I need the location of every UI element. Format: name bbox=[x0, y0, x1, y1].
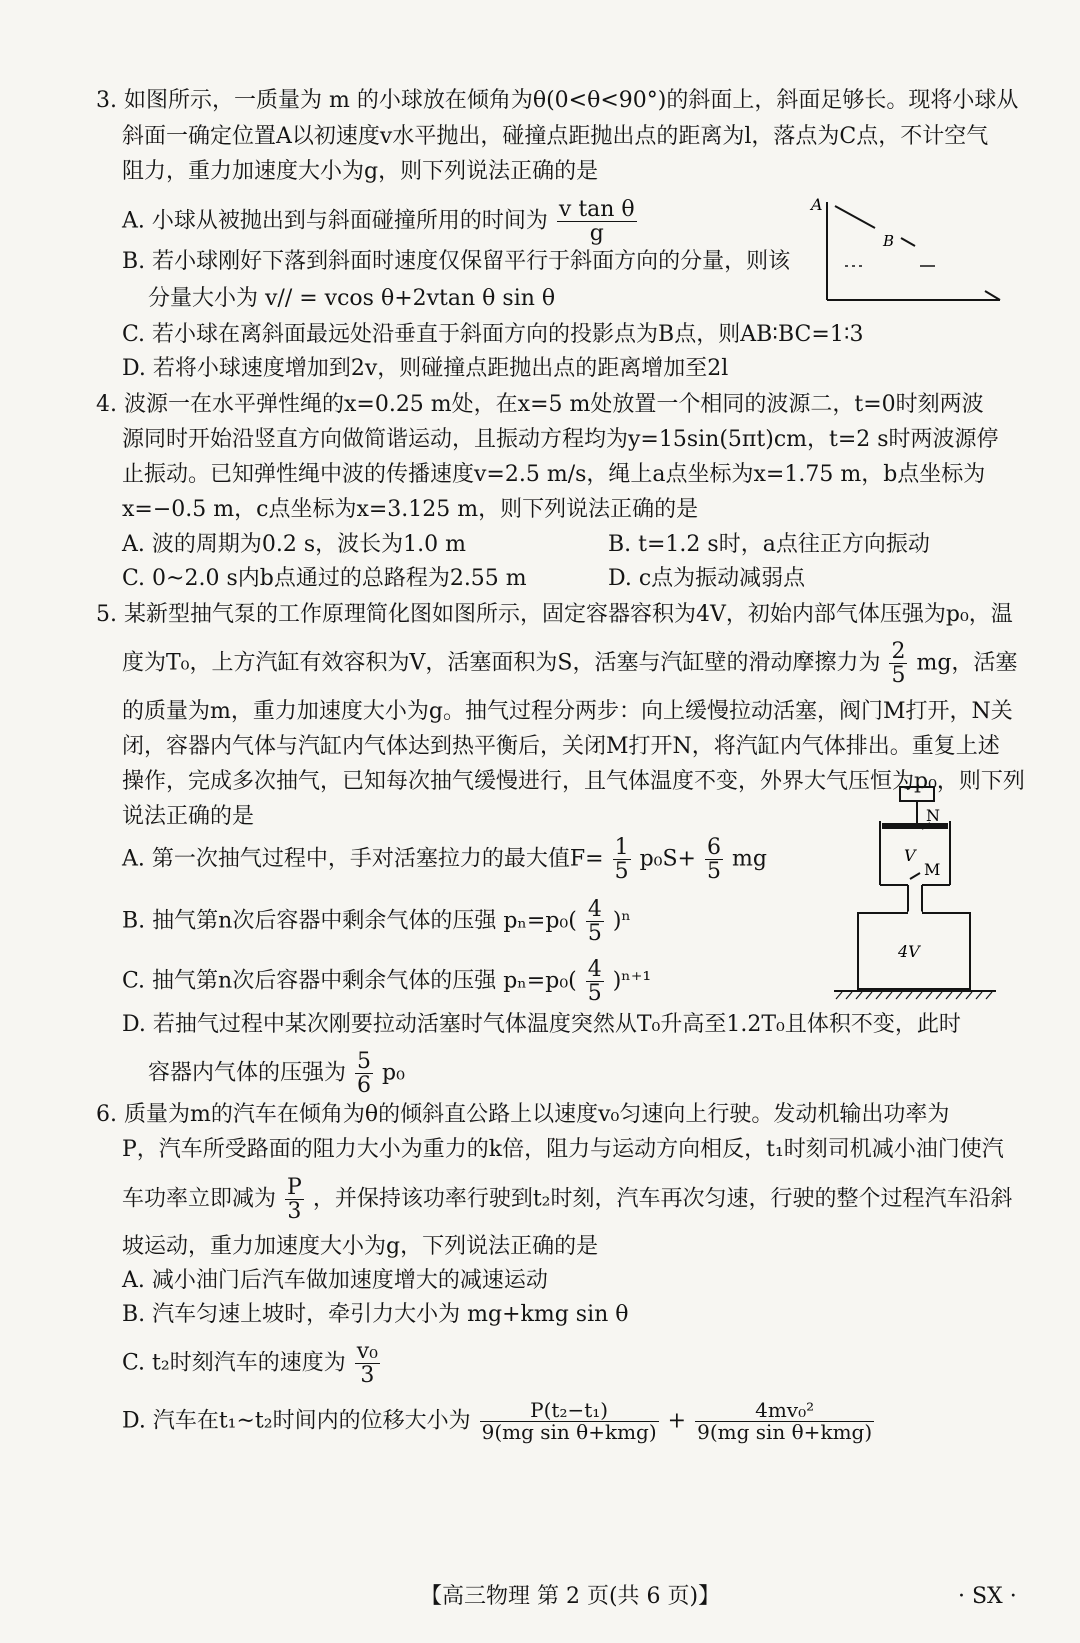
q5-stem-line2 bbox=[122, 640, 1062, 687]
q6-stem-line2: P，汽车所受路面的阻力大小为重力的k倍，阻力与运动方向相反，t₁时刻司机减小油门使汽 bbox=[122, 1137, 1004, 1162]
q6-option-c bbox=[122, 1340, 382, 1387]
fraction-denominator: 5 bbox=[891, 663, 906, 689]
fraction-denominator: 3 bbox=[360, 1363, 375, 1389]
q4-option-a: A. 波的周期为0.2 s，波长为1.0 m bbox=[122, 532, 466, 557]
q5-fig-label-v: V bbox=[904, 846, 916, 865]
q3-option-b-line2: 分量大小为 v// = vcos θ+2vtan θ sin θ bbox=[148, 286, 556, 311]
q5-option-a-end: mg bbox=[732, 846, 767, 872]
q5-stem-line2-b: mg，活塞 bbox=[916, 650, 1018, 676]
q5-option-b-text: B. 抽气第n次后容器中剩余气体的压强 pₙ=p₀( bbox=[122, 908, 577, 934]
q5-option-d-text: 容器内气体的压强为 bbox=[148, 1060, 347, 1086]
q5-fig-label-m: M bbox=[924, 860, 941, 879]
q6-power-fraction bbox=[285, 1176, 304, 1223]
q5-option-c-end: )ⁿ⁺¹ bbox=[612, 968, 652, 994]
q4-stem-line4: x=−0.5 m，c点坐标为x=3.125 m，则下列说法正确的是 bbox=[122, 497, 699, 522]
fraction-numerator: 2 bbox=[891, 639, 906, 664]
fraction bbox=[586, 898, 604, 945]
q5-stem-line1: 5. 某新型抽气泵的工作原理简化图如图所示，固定容器容积为4V，初始内部气体压强为p₀，温 bbox=[96, 602, 1013, 627]
q5-stem-line6: 说法正确的是 bbox=[122, 804, 255, 829]
q5-option-c bbox=[122, 958, 651, 1005]
fraction-denominator: 9(mg sin θ+kmg) bbox=[481, 1420, 657, 1444]
q3-stem-line1: 3. 如图所示，一质量为 m 的小球放在倾角为θ(0<θ<90°)的斜面上，斜面足够长。现将小球从 bbox=[96, 88, 1019, 113]
fraction-denominator: 9(mg sin θ+kmg) bbox=[697, 1420, 873, 1444]
fraction-denominator: 3 bbox=[287, 1199, 302, 1225]
q3-option-b-line1: B. 若小球刚好下落到斜面时速度仅保留平行于斜面方向的分量，则该 bbox=[122, 249, 791, 274]
q4-stem-line3: 止振动。已知弹性绳中波的传播速度v=2.5 m/s，绳上a点坐标为x=1.75 m，b点坐标为 bbox=[122, 462, 986, 487]
q5-fig-label-4v: 4V bbox=[898, 942, 920, 961]
q5-pump-figure bbox=[830, 785, 1000, 1003]
q5-stem-line3: 的质量为m，重力加速度大小为g。抽气过程分两步：向上缓慢拉动活塞，阀门M打开，N关 bbox=[122, 699, 1013, 724]
q5-friction-fraction bbox=[889, 640, 907, 687]
fraction bbox=[586, 958, 604, 1005]
q6-option-a: A. 减小油门后汽车做加速度增大的减速运动 bbox=[122, 1268, 548, 1293]
fraction-denominator: 5 bbox=[587, 921, 602, 947]
q3-option-a-text: A. 小球从被抛出到与斜面碰撞所用的时间为 bbox=[122, 208, 548, 234]
q5-option-a bbox=[122, 836, 767, 883]
fraction-numerator: 4 bbox=[587, 957, 602, 982]
q3-option-c: C. 若小球在离斜面最远处沿垂直于斜面方向的投影点为B点，则AB∶BC=1∶3 bbox=[122, 322, 864, 347]
fraction-numerator: P bbox=[287, 1175, 302, 1200]
q6-option-b: B. 汽车匀速上坡时，牵引力大小为 mg+kmg sin θ bbox=[122, 1302, 629, 1327]
fraction-numerator: 6 bbox=[707, 835, 721, 860]
fraction bbox=[480, 1400, 659, 1443]
q6-option-d bbox=[122, 1400, 876, 1443]
q3-incline-figure bbox=[805, 188, 1015, 308]
q6-stem-line3 bbox=[122, 1176, 1062, 1223]
fraction-denominator: 5 bbox=[614, 859, 629, 885]
fraction-numerator: 4 bbox=[587, 897, 602, 922]
page-footer: 【高三物理 第 2 页(共 6 页)】 bbox=[420, 1584, 721, 1609]
fraction-denominator: g bbox=[589, 221, 604, 247]
q6-stem-line3-a: 车功率立即减为 bbox=[122, 1186, 277, 1212]
fraction-numerator: 1 bbox=[614, 835, 629, 860]
q3-fig-label-b: B bbox=[883, 232, 895, 250]
fraction bbox=[613, 836, 631, 883]
q5-stem-line5: 操作，完成多次抽气，已知每次抽气缓慢进行，且气体温度不变，外界大气压恒为p₀，则下列 bbox=[122, 769, 1025, 794]
q5-fig-label-n: N bbox=[926, 806, 940, 825]
q5-option-b bbox=[122, 898, 631, 945]
q5-option-d-line2 bbox=[148, 1050, 405, 1097]
q4-option-b: B. t=1.2 s时，a点往正方向振动 bbox=[608, 532, 930, 557]
q3-option-d: D. 若将小球速度增加到2v，则碰撞点距抛出点的距离增加至2l bbox=[122, 356, 729, 381]
fraction bbox=[695, 1400, 874, 1443]
q5-option-b-end: )ⁿ bbox=[612, 908, 631, 934]
q4-option-c: C. 0~2.0 s内b点通过的总路程为2.55 m bbox=[122, 566, 527, 591]
q6-stem-line1: 6. 质量为m的汽车在倾角为θ的倾斜直公路上以速度v₀匀速向上行驶。发动机输出功率为 bbox=[96, 1102, 950, 1127]
fraction-numerator: 5 bbox=[357, 1049, 372, 1074]
q6-option-d-plus: + bbox=[667, 1408, 687, 1434]
q3-stem-line3: 阻力，重力加速度大小为g，则下列说法正确的是 bbox=[122, 159, 599, 184]
q3-option-a bbox=[122, 198, 639, 245]
fraction-numerator: P(t₂−t₁) bbox=[480, 1400, 659, 1422]
page-footer-code: · SX · bbox=[958, 1584, 1017, 1609]
fraction bbox=[705, 836, 723, 883]
q5-stem-line4: 闭，容器内气体与汽缸内气体达到热平衡后，关闭M打开N，将汽缸内气体排出。重复上述 bbox=[122, 734, 1000, 759]
fraction-denominator: 6 bbox=[357, 1073, 372, 1099]
q5-option-d-line1: D. 若抽气过程中某次刚要拉动活塞时气体温度突然从T₀升高至1.2T₀且体积不变，此时 bbox=[122, 1012, 961, 1037]
fraction bbox=[355, 1340, 380, 1387]
q5-option-d-end: p₀ bbox=[382, 1060, 405, 1086]
fraction bbox=[355, 1050, 373, 1097]
q5-option-c-text: C. 抽气第n次后容器中剩余气体的压强 pₙ=p₀( bbox=[122, 968, 577, 994]
fraction-denominator: 5 bbox=[707, 859, 721, 885]
q5-option-a-text: A. 第一次抽气过程中，手对活塞拉力的最大值F= bbox=[122, 846, 604, 872]
q4-stem-line2: 源同时开始沿竖直方向做简谐运动，且振动方程均为y=15sin(5πt)cm，t=2 s时两波源停 bbox=[122, 427, 999, 452]
fraction-denominator: 5 bbox=[587, 981, 602, 1007]
q6-option-d-text: D. 汽车在t₁~t₂时间内的位移大小为 bbox=[122, 1408, 471, 1434]
q6-stem-line4: 坡运动，重力加速度大小为g，下列说法正确的是 bbox=[122, 1234, 599, 1259]
q4-stem-line1: 4. 波源一在水平弹性绳的x=0.25 m处，在x=5 m处放置一个相同的波源二，t=0时刻两波 bbox=[96, 392, 984, 417]
fraction-numerator: v tan θ bbox=[558, 197, 635, 222]
fraction-numerator: v₀ bbox=[356, 1339, 378, 1364]
q6-stem-line3-b: ，并保持该功率行驶到t₂时刻，汽车再次匀速，行驶的整个过程汽车沿斜 bbox=[312, 1186, 1013, 1212]
q3-fig-label-a: A bbox=[811, 195, 823, 214]
q4-option-d: D. c点为振动减弱点 bbox=[608, 566, 806, 591]
q5-option-a-mid: p₀S+ bbox=[639, 846, 696, 872]
q6-option-c-text: C. t₂时刻汽车的速度为 bbox=[122, 1350, 346, 1376]
q3-stem-line2: 斜面一确定位置A以初速度v水平抛出，碰撞点距抛出点的距离为l，落点为C点，不计空气 bbox=[122, 124, 989, 149]
q5-stem-line2-a: 度为T₀，上方汽缸有效容积为V，活塞面积为S，活塞与汽缸壁的滑动摩擦力为 bbox=[122, 650, 881, 676]
fraction-numerator: 4mv₀² bbox=[695, 1400, 874, 1422]
q3-option-a-fraction bbox=[557, 198, 637, 245]
